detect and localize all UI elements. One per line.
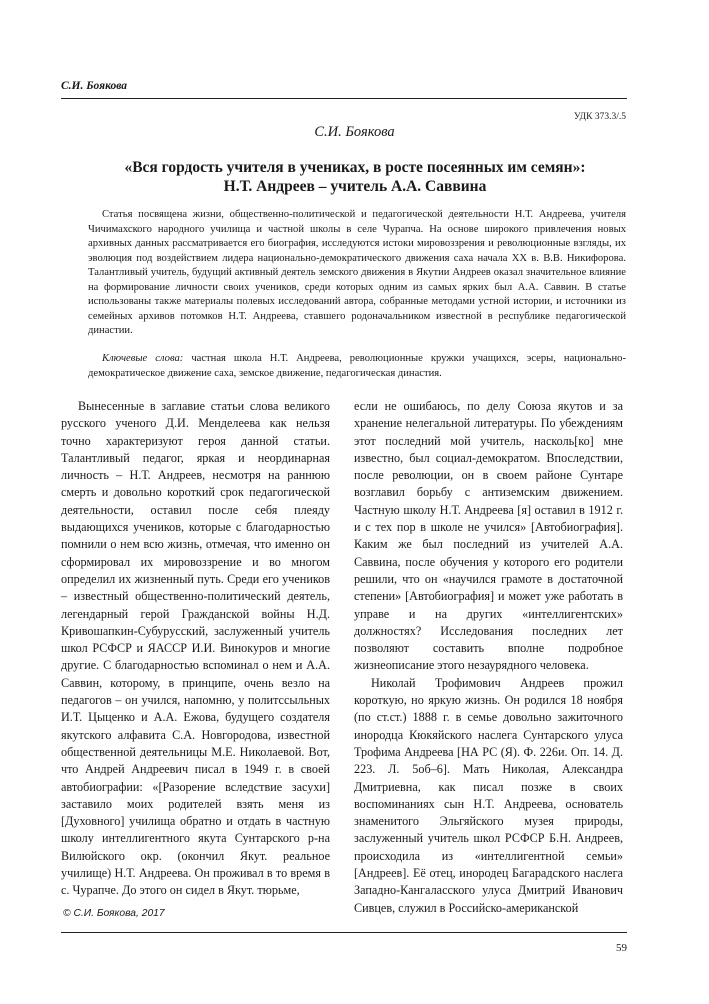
keywords-paragraph	[88, 352, 626, 381]
abstract-text: Статья посвящена жизни, общественно-политической и педагогической деятельности Н.Т. Андреева, учителя Чичимахского народного училища и частной школы в селе Чурапча. На основе широкого привлечения новых архивных данных рассматривается его биография, исследуются истоки мировоззрения и революционные взгляды, их эволюция под воздействием лидера национально-демократического движения саха начала XX в. В.В. Никифорова. Талантливый учитель, будущий активный деятель земского движения в Якутии Андреев оказал значительное влияние на формирование личности своих учеников, среди которых одним из самых ярких был А.А. Саввин. В статье использованы также материалы полевых исследований автора, собранные методами устной истории, и источники из семейных архивов потомков Н.Т. Андреева, ставшего родоначальником известной в республике педагогической династии.	[88, 209, 626, 336]
body-paragraph: Вынесенные в заглавие статьи слова великого русского ученого Д.И. Менделеева как нельзя точно характеризуют героя данной статьи. Талантливый педагог, яркая и неординарная личность – Н.Т. Андреев, несмотря на раннюю смерть и довольно короткий срок педагогической деятельности, оставил после себя плеяду выдающихся учеников, которые с благодарностью помнили о нем всю жизнь, отмечая, что именно он сформировал их мировоззрение и во многом определил их жизненный путь. Среди его учеников – известный общественно-политический деятель, легендарный герой Гражданской войны Н.Д. Кривошапкин-Субурусский, заслуженный учитель школ РСФСР и ЯАССР И.И. Винокуров и многие другие. С благодарностью вспоминал о нем и А.А. Саввин, которому, в принципе, очень везло на педагогов – он учился, напомню, у политссыльных И.Т. Цыценко и А.А. Ежова, будущего создателя якутского алфавита С.А. Новгородова, известной общественной деятельницы М.Е. Николаевой. Вот, что Андрей Андреевич писал в 1949 г. в своей автобиографии: «[Разорение вследствие засухи] заставило моих родителей взять меня из [Духовного] училища обратно и отдать в частную школу интеллигентного якута Сунтарского р-на Вилюйского окр. (окончил Якут. реальное училище) Н.Т. Андреева. Он проживал в то время в с. Чурапче. До этого он сидел в Якут. тюрьме,	[61, 399, 330, 898]
keywords-text: частная школа Н.Т. Андреева, революционные кружки учащихся, эсеры, национально-демократическое движение саха, земское движение, педагогическая династия.	[88, 353, 626, 379]
keywords	[88, 352, 626, 381]
header-rule	[61, 98, 627, 99]
copyright-notice: © С.И. Боякова, 2017	[63, 908, 165, 919]
abstract	[88, 208, 626, 339]
keywords-label: Ключевые слова:	[102, 353, 184, 364]
page-number: 59	[616, 942, 627, 954]
body-column-right	[354, 398, 623, 917]
udc-code: УДК 373.3/.5	[573, 112, 626, 122]
title-line-1: «Вся гордость учителя в учениках, в росте посеянных им семян»:	[124, 159, 586, 176]
body-paragraph-continued: если не ошибаюсь, по делу Союза якутов и за хранение нелегальной литературы. По убеждениям этот последний мой учитель, насколь[ко] мне известно, был социал-демократом. Впоследствии, после революции, он в своем районе Сунтаре возглавил борьбу с антиземским движением. Частную школу Н.Т. Андреева [я] оставил в 1912 г. и с тех пор в школе не учился» [Автобиография]. Каким же был последний из учителей А.А. Саввина, после обучения у которого его родители решили, что он «научился грамоте в достаточной степени» [Автобиография] и может уже работать в управе и на других «интеллигентских» должностях? Исследования последних лет позволяют составить вполне подробное жизнеописание этого незаурядного человека.	[354, 399, 623, 673]
body-column-left	[61, 398, 330, 900]
article-author: С.И. Боякова	[314, 124, 395, 140]
article-title	[60, 158, 650, 196]
footer-rule	[61, 932, 627, 933]
title-line-2: Н.Т. Андреев – учитель А.А. Саввина	[223, 178, 487, 195]
body-paragraph: Николай Трофимович Андреев прожил короткую, но яркую жизнь. Он родился 18 ноября (по ст.ст.) 1888 г. в семье довольно зажиточного инородца Кюкяйского наслега Сунтарского улуса Трофима Андреева [НА РС (Я). Ф. 226и. Оп. 14. Д. 223. Л. 5об–6]. Мать Николая, Александра Дмитриевна, как писал позже в своих воспоминаниях сын Н.Т. Андреева, основатель знаменитого Эльгяйского музея природы, заслуженный учитель школ РСФСР Б.Н. Андреев, происходила из «интеллигентной семьи» [Андреев]. Её отец, инородец Багарадского наслега Западно-Кангаласского улуса Дмитрий Иванович Сивцев, служил в Российско-американской	[354, 675, 623, 915]
running-head: С.И. Боякова	[61, 80, 128, 92]
